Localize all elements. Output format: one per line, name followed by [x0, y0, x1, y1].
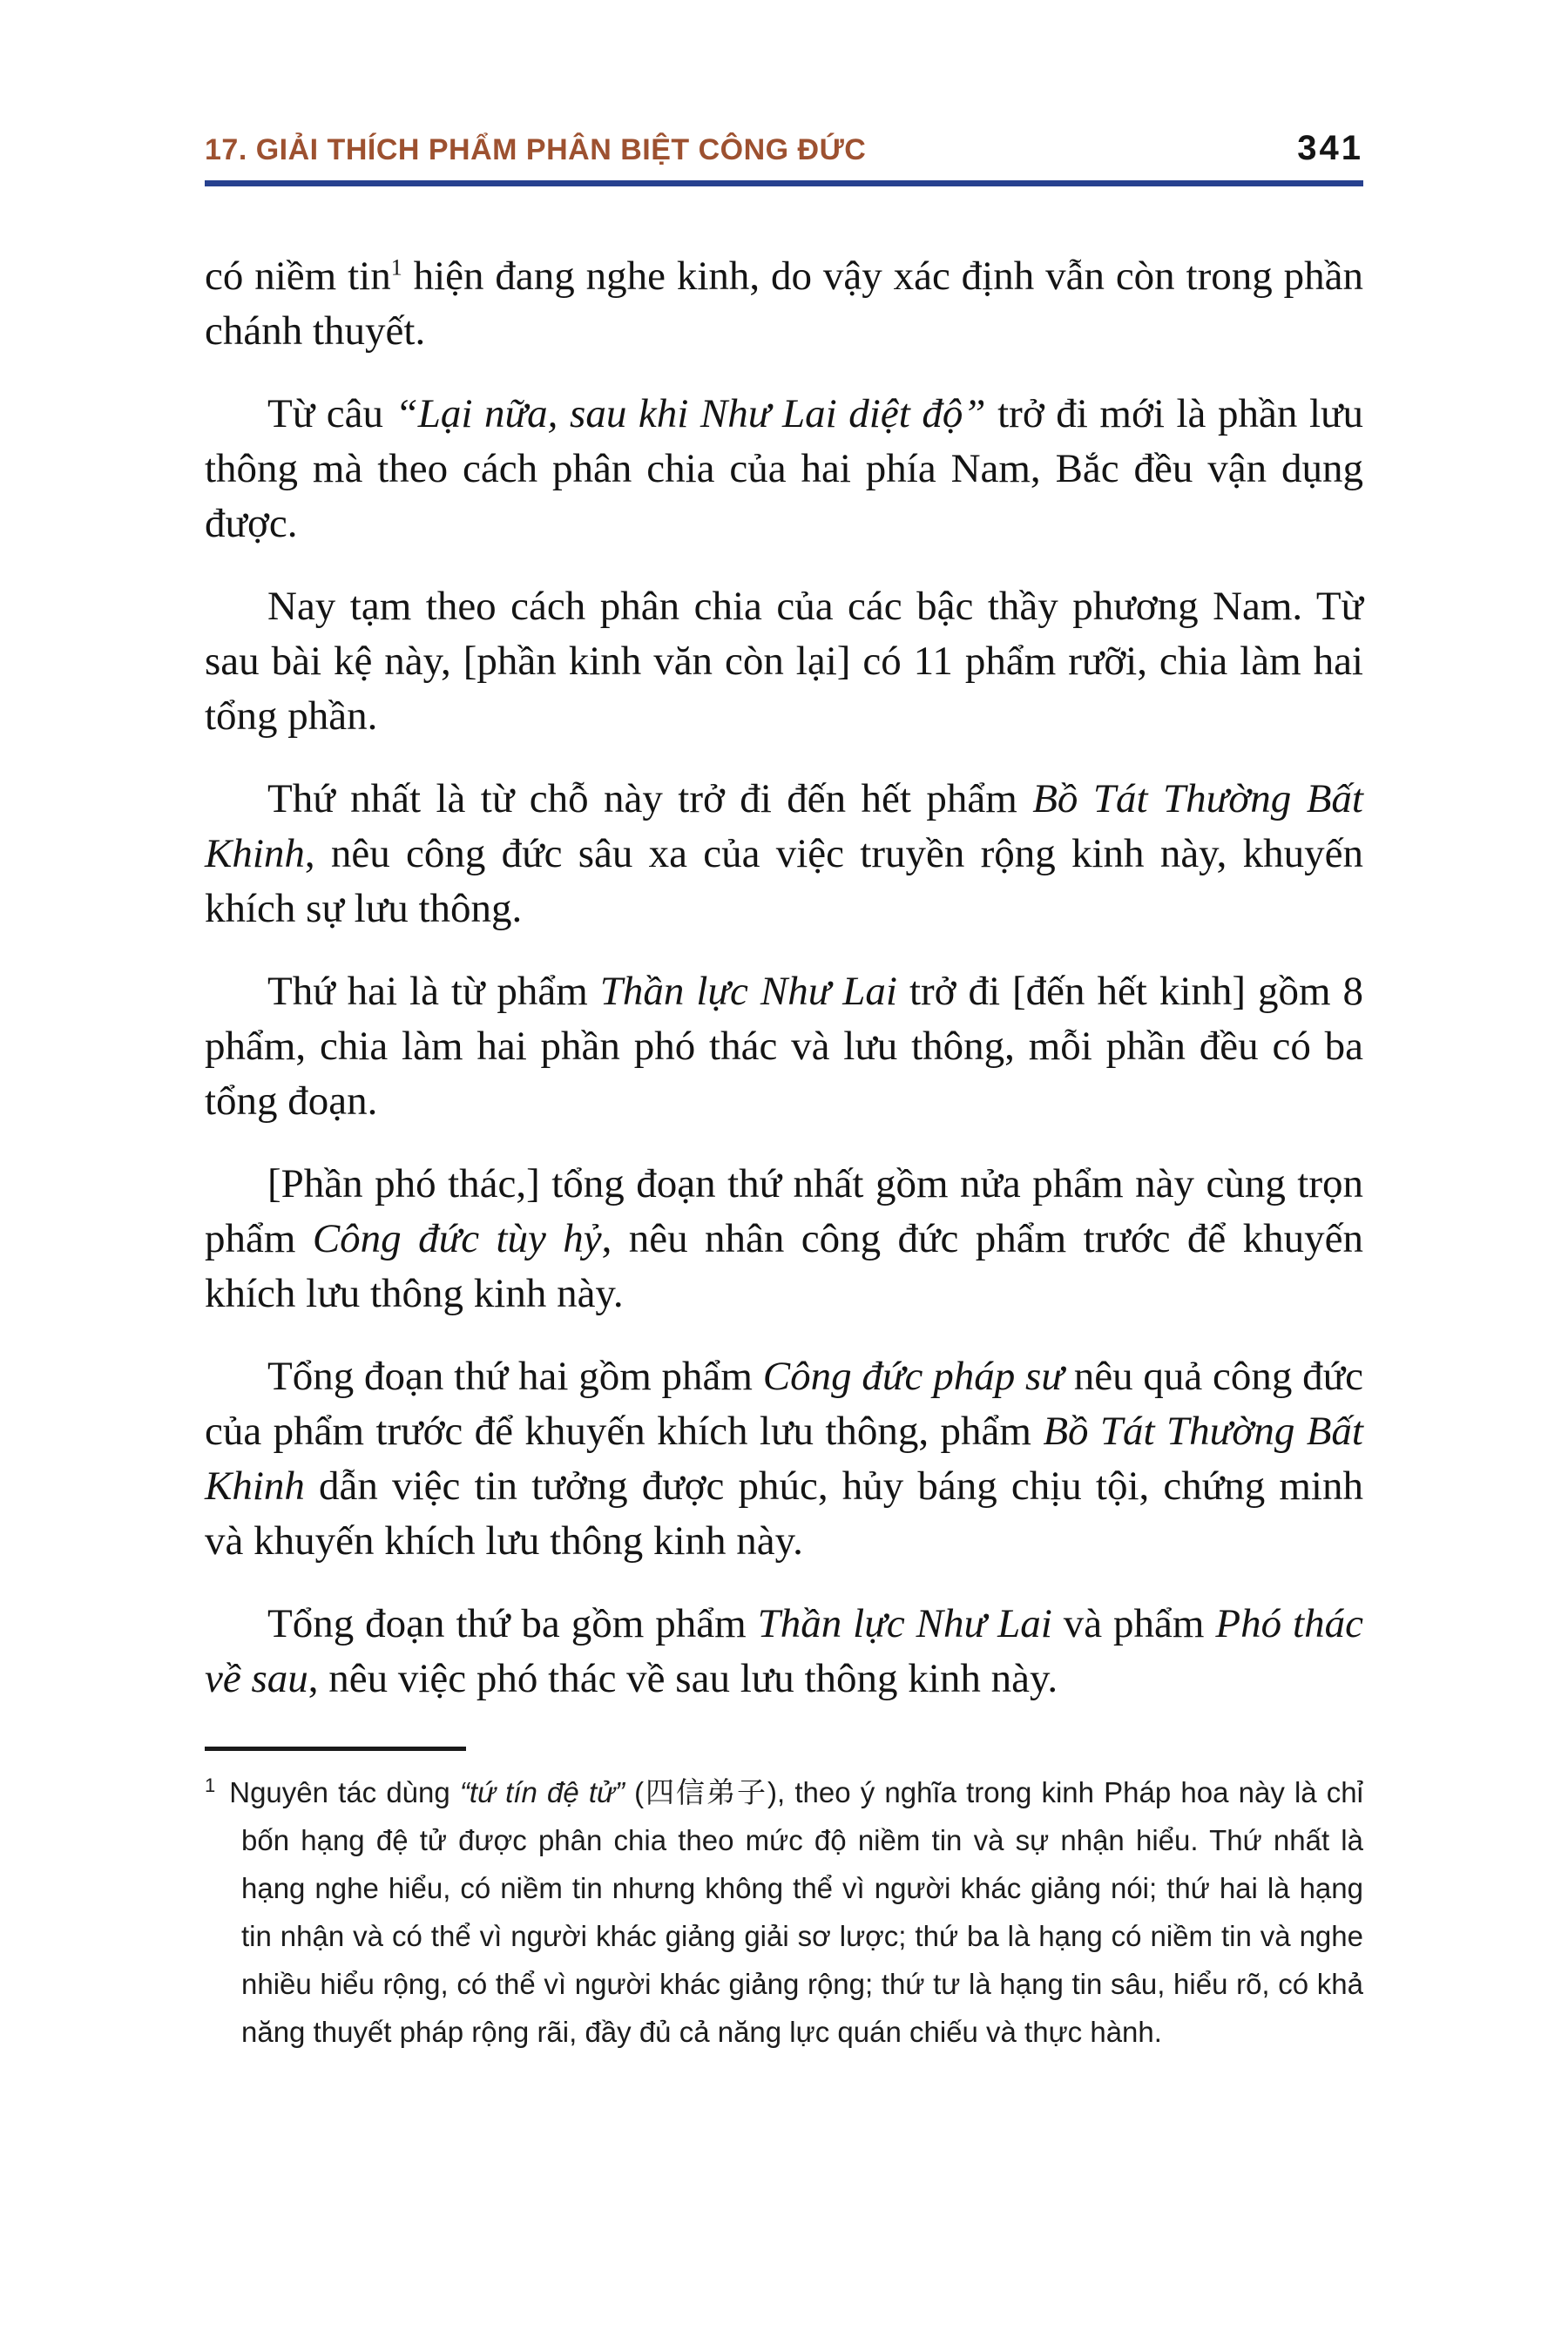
- italic-run: Bồ Tát Thường Bất Khinh: [205, 776, 1363, 876]
- footnote-reference: 1: [390, 254, 402, 280]
- footnote-separator: [205, 1747, 466, 1751]
- paragraph: [205, 1597, 1363, 1707]
- text-run: trở đi mới là phần lưu thông mà theo cách phân chia của hai phía Nam, Bắc đều vận dụng được.: [205, 391, 1364, 546]
- paragraph: [205, 964, 1363, 1129]
- paragraph: [205, 249, 1363, 359]
- paragraph: [205, 1349, 1363, 1569]
- page-header: [205, 129, 1363, 168]
- text-run: Nguyên tác dùng: [229, 1776, 460, 1808]
- footnote-paragraph: [205, 1768, 1363, 2056]
- text-run: , nêu nhân công đức phẩm trước để khuyến khích lưu thông kinh này.: [205, 1216, 1364, 1316]
- text-run: nêu quả công đức của phẩm trước để khuyến khích lưu thông, phẩm: [205, 1354, 1364, 1454]
- text-run: Thứ nhất là từ chỗ này trở đi đến hết phẩm: [267, 776, 1033, 821]
- paragraph: [205, 1157, 1363, 1321]
- text-run: Nay tạm theo cách phân chia của các bậc thầy phương Nam. Từ sau bài kệ này, [phần kinh văn còn lại] có 11 phẩm rưỡi, chia làm hai tổng phần.: [205, 584, 1363, 739]
- text-run: hiện đang nghe kinh, do vậy xác định vẫn còn trong phần chánh thuyết.: [205, 253, 1363, 354]
- paragraph: [205, 579, 1363, 744]
- footnote: [205, 1768, 1363, 2056]
- running-header-title: 17. GIẢI THÍCH PHẨM PHÂN BIỆT CÔNG ĐỨC: [205, 133, 867, 166]
- italic-run: Thần lực Như Lai: [757, 1601, 1052, 1646]
- paragraph: [205, 772, 1363, 936]
- italic-run: Bồ Tát Thường Bất Khinh: [205, 1409, 1363, 1509]
- text-run: dẫn việc tin tưởng được phúc, hủy báng chịu tội, chứng minh và khuyến khích lưu thông kinh này.: [205, 1463, 1363, 1564]
- italic-run: Công đức pháp sư: [762, 1354, 1064, 1399]
- text-run: , nêu việc phó thác về sau lưu thông kinh này.: [308, 1656, 1058, 1701]
- italic-run: “Lại nữa, sau khi Như Lai diệt độ”: [395, 391, 986, 436]
- page-number: 341: [1297, 129, 1363, 167]
- text-run: có niềm tin: [205, 253, 391, 299]
- text-run: Tổng đoạn thứ ba gồm phẩm: [267, 1601, 758, 1646]
- text-run: , nêu công đức sâu xa của việc truyền rộng kinh này, khuyến khích sự lưu thông.: [205, 831, 1363, 931]
- text-run: Tổng đoạn thứ hai gồm phẩm: [267, 1354, 763, 1399]
- paragraph: [205, 387, 1363, 551]
- body-text: [205, 249, 1363, 1707]
- footnote-marker: 1: [205, 1774, 216, 1796]
- text-run: Thứ hai là từ phẩm: [267, 969, 600, 1014]
- header-rule: [205, 180, 1363, 186]
- italic-run: Thần lực Như Lai: [599, 969, 897, 1014]
- text-run: Từ câu: [267, 391, 395, 436]
- italic-run: Công đức tùy hỷ: [312, 1216, 602, 1261]
- text-run: và phẩm: [1051, 1601, 1216, 1646]
- italic-run: Phó thác về sau: [205, 1601, 1363, 1701]
- text-run: [Phần phó thác,] tổng đoạn thứ nhất gồm nửa phẩm này cùng trọn phẩm: [205, 1161, 1363, 1261]
- italic-run: “tứ tín đệ tử”: [459, 1776, 625, 1808]
- text-run: (四信弟子), theo ý nghĩa trong kinh Pháp hoa này là chỉ bốn hạng đệ tử được phân chia theo mức độ niềm tin và sự nhận hiểu. Thứ nhất là hạng nghe hiểu, có niềm tin nhưng không thể vì người khác giảng nói; thứ hai là hạng tin nhận và có thể vì người khác giảng giải sơ lược; thứ ba là hạng có niềm tin và nghe nhiều hiểu rộng, có thể vì người khác giảng rộng; thứ tư là hạng tin sâu, hiểu rõ, có khả năng thuyết pháp rộng rãi, đầy đủ cả năng lực quán chiếu và thực hành.: [241, 1776, 1363, 2048]
- text-run: trở đi [đến hết kinh] gồm 8 phẩm, chia làm hai phần phó thác và lưu thông, mỗi phần đều có ba tổng đoạn.: [205, 969, 1363, 1124]
